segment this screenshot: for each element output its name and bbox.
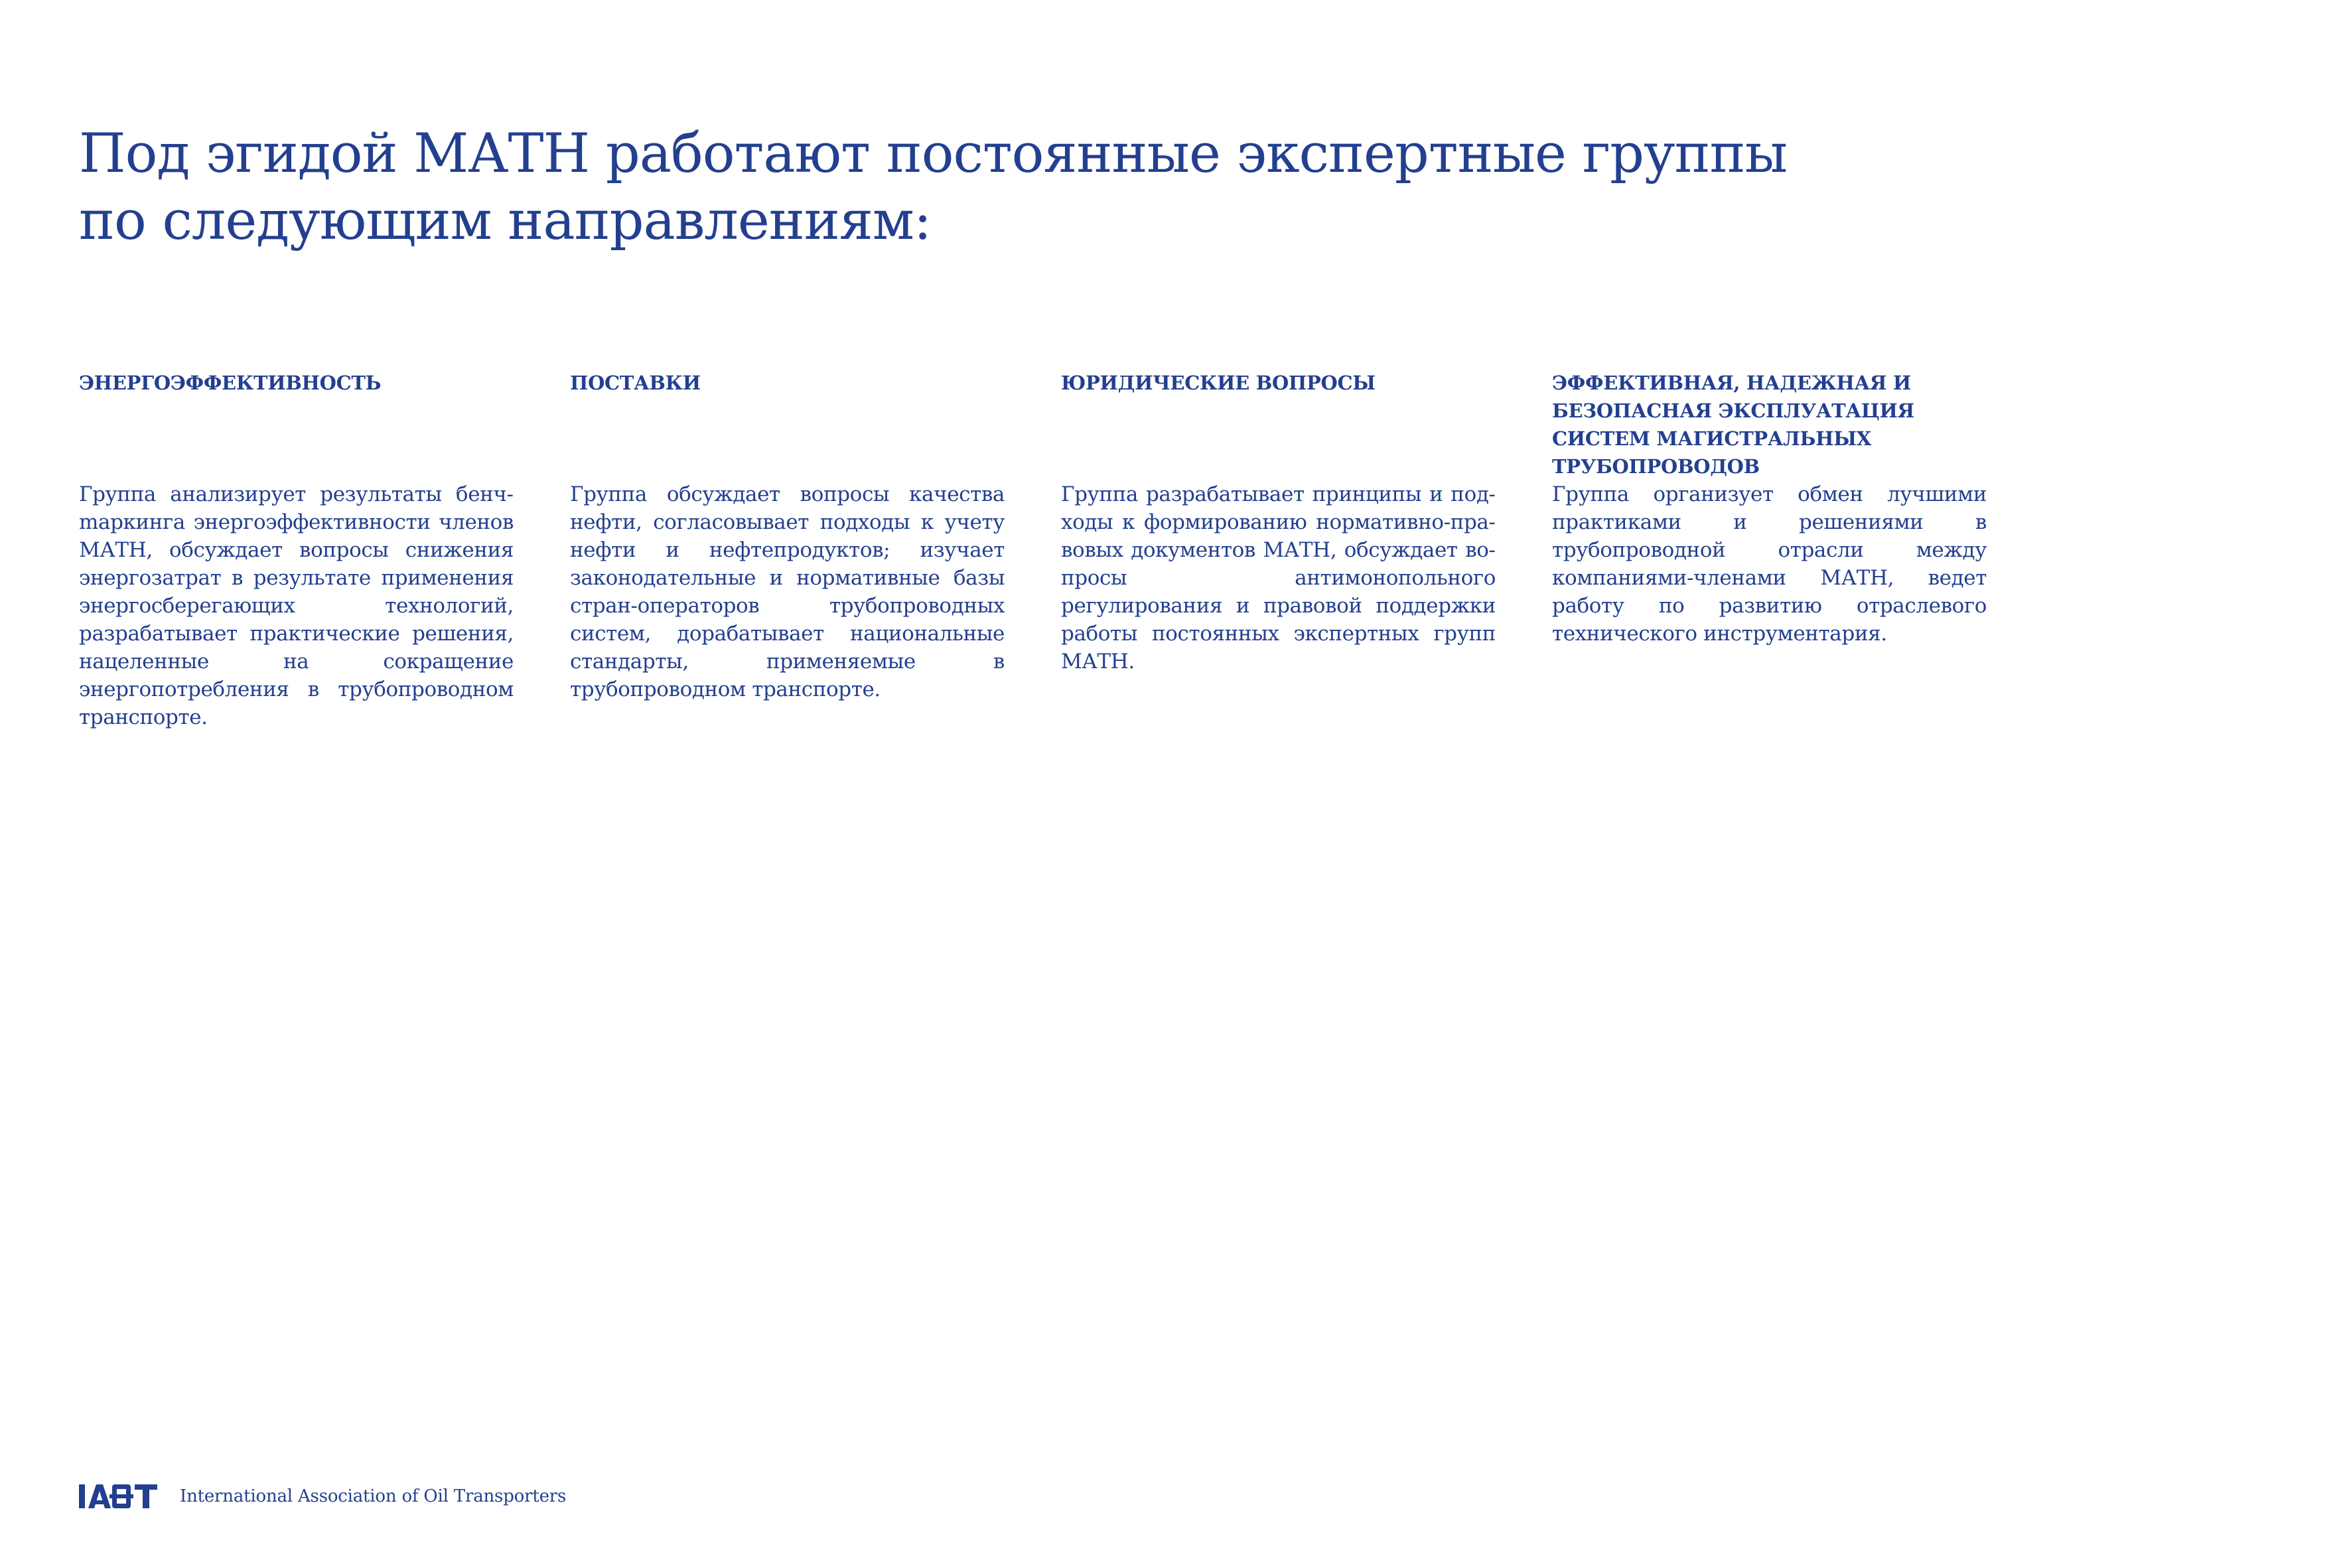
iaot-logo bbox=[79, 1483, 159, 1510]
expert-groups bbox=[79, 369, 2070, 741]
group-description: Группа разрабатывает принципы и подходы к формированию нормативно-правовых документов МАТН, обсуждает вопросы антимонопольного регулирования и правовой поддержки работы постоянных экспертных групп МАТН. bbox=[1061, 482, 1496, 674]
group-legal bbox=[1061, 369, 1496, 674]
page-title-line-2: по следующим направлениям: bbox=[79, 190, 932, 252]
group-energy-efficiency bbox=[79, 369, 514, 729]
group-description: Группа организует обмен лучшими практиками и решениями в трубопроводной отрасли между компаниями-членами МАТН, ведет работу по развитию отраслевого технического инструментария. bbox=[1552, 482, 1987, 646]
page-title bbox=[79, 121, 1871, 255]
organization-name: International Association of Oil Transporters bbox=[180, 1486, 567, 1506]
group-heading: ЭФФЕКТИВНАЯ, НАДЕЖНАЯ И БЕЗОПАСНАЯ ЭКСПЛУАТАЦИЯ СИСТЕМ МАГИСТРАЛЬНЫХ ТРУБОПРОВОДОВ bbox=[1552, 372, 1914, 478]
group-pipeline-operation bbox=[1552, 369, 1987, 646]
group-heading: ЮРИДИЧЕСКИЕ ВОПРОСЫ bbox=[1061, 372, 1376, 394]
group-description: Группа анализирует результаты бенчmаркинга энергоэффективности членов МАТН, обсуждает вопросы снижения энергозатрат в результате применения энергосберегающих технологий, разрабатывает практические решения, нацеленные на сокращение энергопотребления в трубопроводном транспорте. bbox=[79, 482, 514, 729]
page-title-line-1: Под эгидой МАТН работают постоянные экспертные группы bbox=[79, 123, 1788, 185]
footer bbox=[79, 1480, 566, 1513]
group-supplies bbox=[570, 369, 1005, 701]
group-heading: ПОСТАВКИ bbox=[570, 372, 701, 394]
group-description: Группа обсуждает вопросы качества нефти, согласовывает подходы к учету нефти и нефтепродуктов; изучает законодательные и нормативные базы стран-операторов трубопроводных систем, дорабатывает национальные стандарты, применяемые в трубопроводном транспорте. bbox=[570, 482, 1005, 701]
group-heading: ЭНЕРГОЭФФЕКТИВНОСТЬ bbox=[79, 372, 382, 394]
